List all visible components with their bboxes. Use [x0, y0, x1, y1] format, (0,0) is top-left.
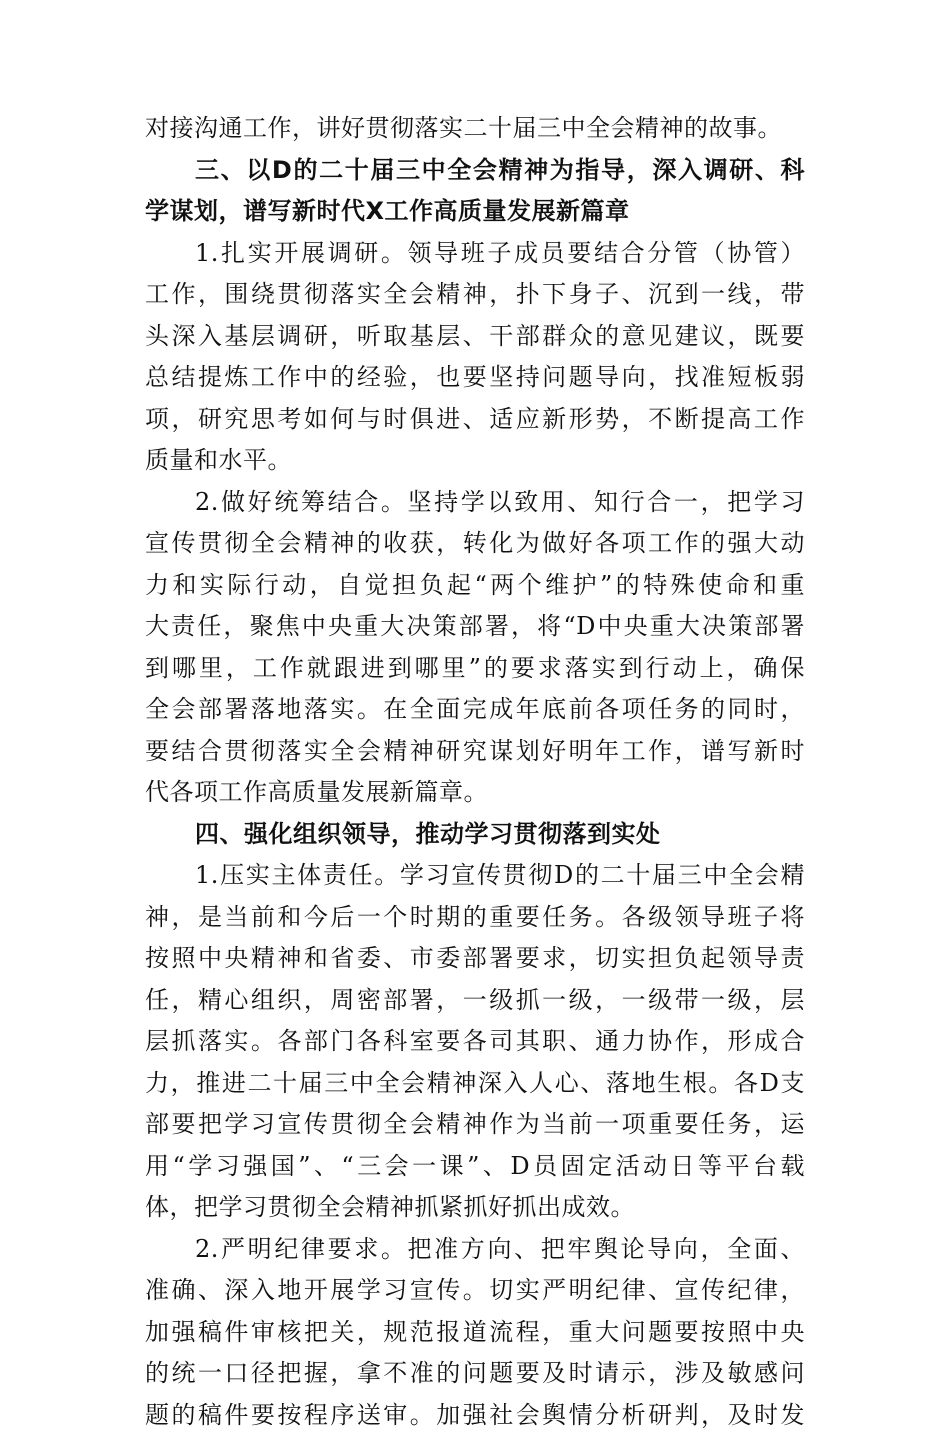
- paragraph-line: 质量和水平。: [145, 440, 805, 482]
- document-page: [145, 108, 805, 1436]
- paragraph-line: 部要把学习宣传贯彻全会精神作为当前一项重要任务，运: [145, 1104, 805, 1146]
- paragraph-line: 用“学习强国”、“三会一课”、D员固定活动日等平台载: [145, 1146, 805, 1188]
- paragraph-line: 到哪里，工作就跟进到哪里”的要求落实到行动上，确保: [145, 648, 805, 690]
- paragraph-line: 2.严明纪律要求。把准方向、把牢舆论导向，全面、: [145, 1229, 805, 1271]
- paragraph-line: 按照中央精神和省委、市委部署要求，切实担负起领导责: [145, 938, 805, 980]
- paragraph-line: 准确、深入地开展学习宣传。切实严明纪律、宣传纪律，: [145, 1270, 805, 1312]
- paragraph-line: 力和实际行动，自觉担负起“两个维护”的特殊使命和重: [145, 565, 805, 607]
- paragraph-line: 宣传贯彻全会精神的收获，转化为做好各项工作的强大动: [145, 523, 805, 565]
- paragraph-line: 体，把学习贯彻全会精神抓紧抓好抓出成效。: [145, 1187, 805, 1229]
- paragraph-line: 题的稿件要按程序送审。加强社会舆情分析研判，及时发: [145, 1395, 805, 1436]
- section-heading-line: 四、强化组织领导，推动学习贯彻落到实处: [145, 814, 805, 856]
- paragraph-line: 要结合贯彻落实全会精神研究谋划好明年工作，谱写新时: [145, 731, 805, 773]
- paragraph-line: 总结提炼工作中的经验，也要坚持问题导向，找准短板弱: [145, 357, 805, 399]
- paragraph-line: 工作，围绕贯彻落实全会精神，扑下身子、沉到一线，带: [145, 274, 805, 316]
- paragraph-line: 对接沟通工作，讲好贯彻落实二十届三中全会精神的故事。: [145, 108, 805, 150]
- paragraph-line: 力，推进二十届三中全会精神深入人心、落地生根。各D支: [145, 1063, 805, 1105]
- paragraph-line: 项，研究思考如何与时俱进、适应新形势，不断提高工作: [145, 399, 805, 441]
- section-heading-line: 学谋划，谱写新时代X工作高质量发展新篇章: [145, 191, 805, 233]
- paragraph-line: 代各项工作高质量发展新篇章。: [145, 772, 805, 814]
- paragraph-line: 的统一口径把握，拿不准的问题要及时请示，涉及敏感问: [145, 1353, 805, 1395]
- paragraph-line: 加强稿件审核把关，规范报道流程，重大问题要按照中央: [145, 1312, 805, 1354]
- paragraph-line: 1.压实主体责任。学习宣传贯彻D的二十届三中全会精: [145, 855, 805, 897]
- paragraph-line: 2.做好统筹结合。坚持学以致用、知行合一，把学习: [145, 482, 805, 524]
- paragraph-line: 任，精心组织，周密部署，一级抓一级，一级带一级，层: [145, 980, 805, 1022]
- paragraph-line: 层抓落实。各部门各科室要各司其职、通力协作，形成合: [145, 1021, 805, 1063]
- paragraph-line: 头深入基层调研，听取基层、干部群众的意见建议，既要: [145, 316, 805, 358]
- section-heading-line: 三、以D的二十届三中全会精神为指导，深入调研、科: [145, 150, 805, 192]
- paragraph-line: 神，是当前和今后一个时期的重要任务。各级领导班子将: [145, 897, 805, 939]
- paragraph-line: 全会部署落地落实。在全面完成年底前各项任务的同时，: [145, 689, 805, 731]
- document-body: [145, 108, 805, 1436]
- paragraph-line: 1.扎实开展调研。领导班子成员要结合分管（协管）: [145, 233, 805, 275]
- paragraph-line: 大责任，聚焦中央重大决策部署，将“D中央重大决策部署: [145, 606, 805, 648]
